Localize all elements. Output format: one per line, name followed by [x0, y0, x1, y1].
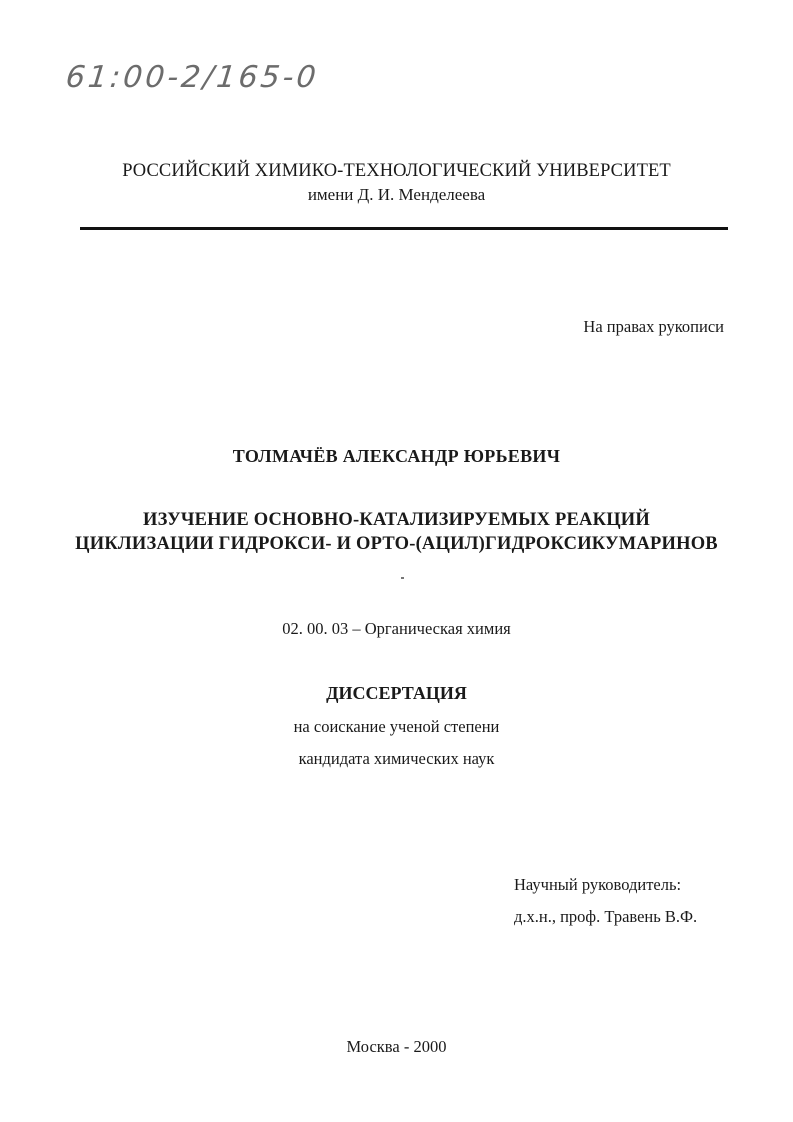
specialty-code: 02. 00. 03 – Органическая химия [282, 619, 511, 638]
author-name: ТОЛМАЧЁВ АЛЕКСАНДР ЮРЬЕВИЧ [232, 446, 561, 466]
degree-line-2: кандидата химических наук [298, 749, 495, 768]
thesis-title-line-1: ИЗУЧЕНИЕ ОСНОВНО-КАТАЛИЗИРУЕМЫХ РЕАКЦИЙ [143, 510, 650, 530]
header-divider [80, 227, 728, 230]
archive-number-stamp: 61:00-2/165-0 [64, 60, 321, 95]
university-named-after: имени Д. И. Менделеева [307, 185, 486, 204]
document-type: ДИССЕРТАЦИЯ [326, 683, 467, 703]
scan-speck [401, 577, 404, 579]
supervisor-label: Научный руководитель: [514, 875, 682, 894]
rights-note: На правах рукописи [583, 317, 724, 336]
degree-line-1: на соискание ученой степени [293, 717, 500, 736]
university-name: РОССИЙСКИЙ ХИМИКО-ТЕХНОЛОГИЧЕСКИЙ УНИВЕРСИТЕТ [122, 161, 671, 181]
supervisor-name: д.х.н., проф. Травень В.Ф. [514, 907, 698, 926]
place-and-year: Москва - 2000 [346, 1037, 447, 1056]
thesis-title-line-2: ЦИКЛИЗАЦИИ ГИДРОКСИ- И ОРТО-(АЦИЛ)ГИДРОКСИКУМАРИНОВ [75, 534, 718, 554]
